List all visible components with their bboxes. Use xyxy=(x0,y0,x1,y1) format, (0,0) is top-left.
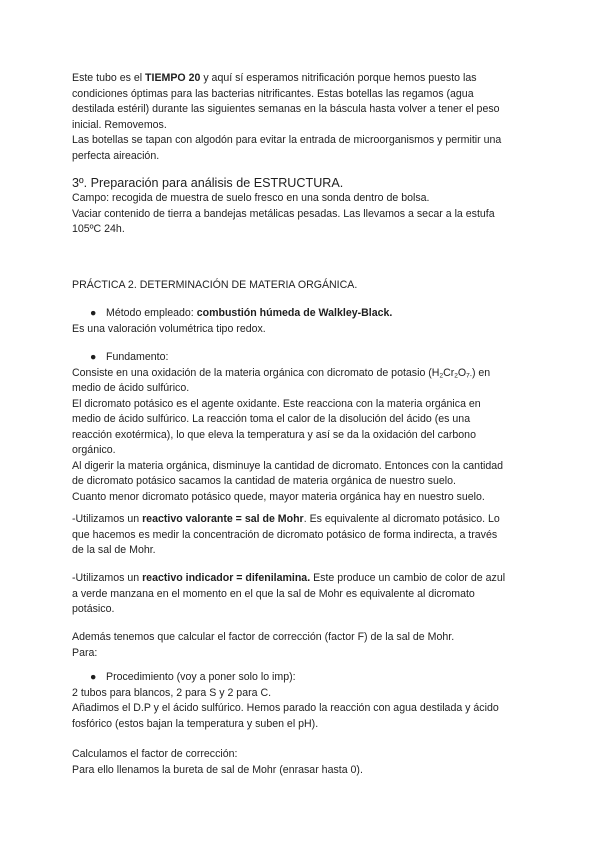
bold-term-metodo: combustión húmeda de Walkley-Black. xyxy=(196,307,393,319)
text-span: Cr xyxy=(443,366,455,379)
text-line: de dicromato potásico sacamos la cantidad de materia orgánica de nuestro suelo. xyxy=(72,475,456,487)
practica-title-block xyxy=(72,278,532,294)
text-line: Las botellas se tapan con algodón para evitar la entrada de microorganismos y permitir una xyxy=(72,134,502,146)
text-line: 105ºC 24h. xyxy=(72,223,125,235)
text-span: Este produce un cambio de color de azul xyxy=(310,572,506,584)
text-line: Campo: recogida de muestra de suelo fresco en una sonda dentro de bolsa. xyxy=(72,192,430,204)
text-line: Cuanto menor dicromato potásico quede, mayor materia orgánica hay en nuestro suelo. xyxy=(72,490,485,503)
section-procedimiento xyxy=(72,670,532,732)
text-line: Para: xyxy=(72,646,98,659)
section-fundamento xyxy=(72,350,532,505)
text-span: Consiste en una oxidación de la materia orgánica con dicromato de potasio (H xyxy=(72,366,440,379)
text-line: fosfórico (estos bajan la temperatura y suben el pH). xyxy=(72,717,319,730)
text-line: Vaciar contenido de tierra a bandejas metálicas pesadas. Las llevamos a secar a la estufa xyxy=(72,207,495,220)
text-span: -Utilizamos un xyxy=(72,513,143,525)
subscript: 2 xyxy=(439,372,444,379)
text-line xyxy=(72,366,532,382)
bullet-label: Método empleado: xyxy=(106,307,197,319)
text-span: y aquí sí esperamos nitrificación porque hemos puesto las xyxy=(200,72,477,84)
text-line: medio de ácido sulfúrico. xyxy=(72,382,190,394)
bullet-label: Fundamento: xyxy=(106,351,169,363)
text-line xyxy=(72,571,532,587)
bullet-icon: ● xyxy=(90,307,97,319)
bullet-icon: ● xyxy=(90,671,97,683)
text-line: Calculamos el factor de corrección: xyxy=(72,748,238,760)
text-line: El dicromato potásico es el agente oxidante. Este reacciona con la materia orgánica en xyxy=(72,397,481,410)
text-line: destilada estéril) durante las siguientes semanas en la báscula hasta volver a tener el peso xyxy=(72,103,500,115)
bullet-label: Procedimiento (voy a poner solo lo imp): xyxy=(106,671,296,683)
section-metodo xyxy=(72,306,532,337)
paragraph-calculo xyxy=(72,747,532,778)
paragraph-tiempo-20 xyxy=(72,71,532,164)
text-line: orgánico. xyxy=(72,444,116,456)
subscript: 7- xyxy=(466,372,472,379)
paragraph-factor xyxy=(72,630,532,661)
text-line: que hacemos es medir la concentración de dicromato potásico de forma indirecta, a través xyxy=(72,528,498,541)
text-span: . Es equivalente al dicromato potásico. Lo xyxy=(303,513,500,525)
text-span: Este tubo es el xyxy=(72,72,146,84)
text-span: ) en xyxy=(471,366,491,379)
text-line xyxy=(72,71,532,87)
bold-term-indicador: reactivo indicador = difenilamina. xyxy=(142,572,311,584)
section-estructura xyxy=(72,175,532,238)
paragraph-indicador xyxy=(72,571,532,618)
text-span: -Utilizamos un xyxy=(72,572,143,584)
text-line: Añadimos el D.P y el ácido sulfúrico. Hemos parado la reacción con agua destilada y ácido xyxy=(72,702,499,714)
paragraph-valorante xyxy=(72,512,532,559)
text-line xyxy=(72,512,532,528)
text-line: reacción exotérmica), lo que eleva la temperatura y así se da la oxidación del carbono xyxy=(72,428,476,441)
text-line: Es una valoración volumétrica tipo redox. xyxy=(72,322,266,335)
bold-term-valorante: reactivo valorante = sal de Mohr xyxy=(142,513,304,525)
bullet-item-metodo xyxy=(72,306,532,322)
text-line: inicial. Removemos. xyxy=(72,118,167,131)
bullet-item-procedimiento xyxy=(72,670,532,686)
bullet-icon: ● xyxy=(90,351,97,363)
text-line: perfecta aireación. xyxy=(72,149,160,162)
subscript: 2 xyxy=(454,372,458,379)
text-line: condiciones óptimas para las bacterias nitrificantes. Estas botellas las regamos (agua xyxy=(72,87,474,100)
text-line: Además tenemos que calcular el factor de corrección (factor F) de la sal de Mohr. xyxy=(72,631,455,643)
section-heading: 3º. Preparación para análisis de ESTRUCTURA. xyxy=(72,176,344,190)
bold-term-tiempo: TIEMPO 20 xyxy=(145,72,201,84)
text-line: Al digerir la materia orgánica, disminuye la cantidad de dicromato. Entonces con la cantidad xyxy=(72,459,504,472)
text-line: a verde manzana en el momento en el que la sal de Mohr es equivalente al dicromato xyxy=(72,587,475,600)
text-line: Para ello llenamos la bureta de sal de Mohr (enrasar hasta 0). xyxy=(72,763,363,776)
text-line: de la sal de Mohr. xyxy=(72,544,156,556)
text-line: 2 tubos para blancos, 2 para S y 2 para C. xyxy=(72,686,272,699)
text-line: potásico. xyxy=(72,603,115,615)
bullet-item-fundamento xyxy=(72,350,532,366)
text-span: O xyxy=(457,366,467,379)
text-line: medio de ácido sulfúrico. La reacción toma el calor de la disolución del ácido (es una xyxy=(72,413,471,425)
practica-title: PRÁCTICA 2. DETERMINACIÓN DE MATERIA ORGÁNICA. xyxy=(72,279,358,291)
